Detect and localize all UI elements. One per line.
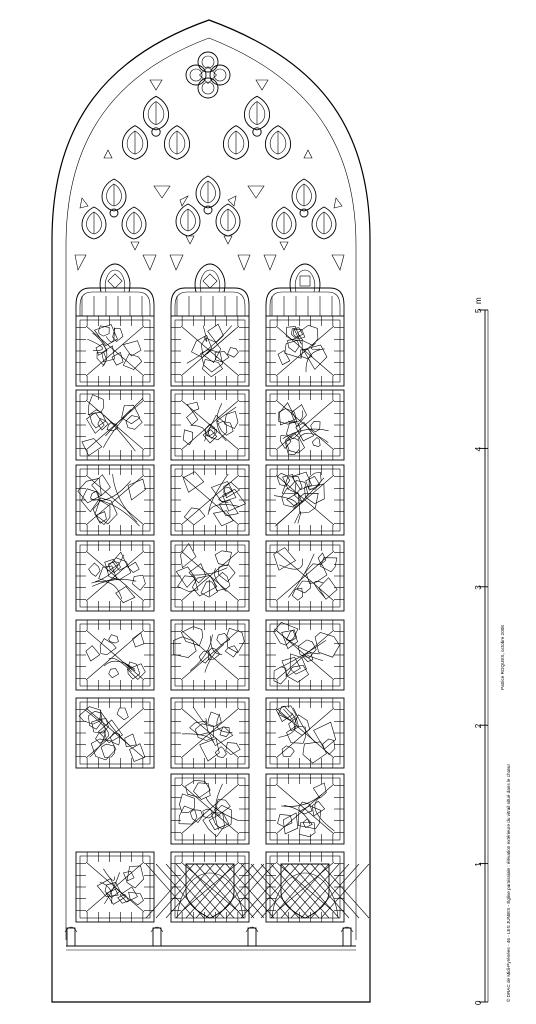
trefoil-upper-right xyxy=(223,96,290,159)
glass-panel-r3-c2 xyxy=(171,465,249,535)
glass-panel-r1-c3 xyxy=(266,316,344,386)
glass-panel-r1-c1 xyxy=(76,316,154,386)
glass-panel-r5-c3 xyxy=(266,620,344,690)
trefoil-lower-left xyxy=(82,179,146,239)
lancet-head-3 xyxy=(266,264,344,316)
glass-panel-r5-c1 xyxy=(76,620,154,690)
scale-tick-label: 3 xyxy=(474,585,483,590)
tracery-triangle xyxy=(248,186,264,198)
tracery-triangle xyxy=(304,150,312,158)
scale-tick-label: 4 xyxy=(474,446,483,452)
glass-panel-r4-c1 xyxy=(76,541,154,611)
glass-panel-r4-c2 xyxy=(171,541,249,611)
trefoil-lower-center xyxy=(176,176,240,236)
glass-panel-r2-c3 xyxy=(266,390,344,460)
glass-panel-r7-c2 xyxy=(171,774,249,844)
tracery-triangle xyxy=(75,255,86,270)
tracery-triangle xyxy=(143,255,156,270)
tracery-triangle xyxy=(238,255,250,270)
glass-panel-r6-c3 xyxy=(266,698,344,768)
tracery-triangle xyxy=(80,198,88,208)
glass-panel-r3-c3 xyxy=(266,465,344,535)
caption-line-2: Patrice ROQUES, octobre 2008 xyxy=(500,625,505,690)
quatrefoil xyxy=(186,52,230,98)
glass-panel-r4-c3 xyxy=(266,541,344,611)
tracery-triangle xyxy=(170,255,183,270)
glass-panel-r1-c2 xyxy=(171,316,249,386)
tracery-triangle xyxy=(186,236,194,244)
glass-panel-r6-c1 xyxy=(76,698,154,768)
glass-panels xyxy=(76,316,369,922)
tracery-triangle xyxy=(256,80,268,90)
lancet-head-2 xyxy=(171,264,249,316)
caption-line-1: © DRAC de Midi-Pyrénées - 46 - LES JUNIES - Église paroissiale : élévation extérieure du vitrail situé dans le chœur xyxy=(506,763,511,1002)
tracery xyxy=(75,52,344,270)
tracery-triangle xyxy=(280,242,288,250)
glass-panel-r2-c2 xyxy=(171,390,249,460)
scale-tick-label: 0 xyxy=(474,1000,483,1005)
tracery-triangle xyxy=(334,198,342,208)
tracery-triangle xyxy=(104,150,112,158)
glass-panel-r2-c1 xyxy=(76,390,154,460)
glass-panel-r7-c3 xyxy=(266,774,344,844)
trefoil-upper-left xyxy=(122,96,189,159)
scale-tick-label: 5 xyxy=(474,308,483,313)
window-sill xyxy=(66,946,356,950)
glass-panel-r8-c3 xyxy=(241,852,369,922)
trefoil-lower-right xyxy=(272,179,336,239)
glass-panel-r8-c1 xyxy=(76,852,154,922)
scale-bar xyxy=(474,297,488,1005)
tracery-triangle xyxy=(154,186,170,198)
glass-panel-r3-c1 xyxy=(76,465,154,535)
mullion-feet xyxy=(65,927,353,946)
caption xyxy=(500,625,511,1002)
tracery-triangle xyxy=(264,255,276,270)
glass-panel-r5-c2 xyxy=(171,620,249,690)
glass-panel-r8-c2 xyxy=(146,852,274,922)
lancet-head-1 xyxy=(76,264,154,316)
tracery-triangle xyxy=(131,242,139,250)
scale-tick-label: 1 xyxy=(474,862,483,867)
tracery-triangle xyxy=(332,255,344,270)
scale-tick-label: 2 xyxy=(474,723,483,729)
glass-panel-r6-c2 xyxy=(171,698,249,768)
scale-unit-label: m xyxy=(474,297,483,304)
tracery-triangle xyxy=(224,236,232,244)
window-outer-frame xyxy=(52,20,370,1002)
tracery-triangle xyxy=(150,80,162,90)
lancet-heads xyxy=(76,264,344,316)
